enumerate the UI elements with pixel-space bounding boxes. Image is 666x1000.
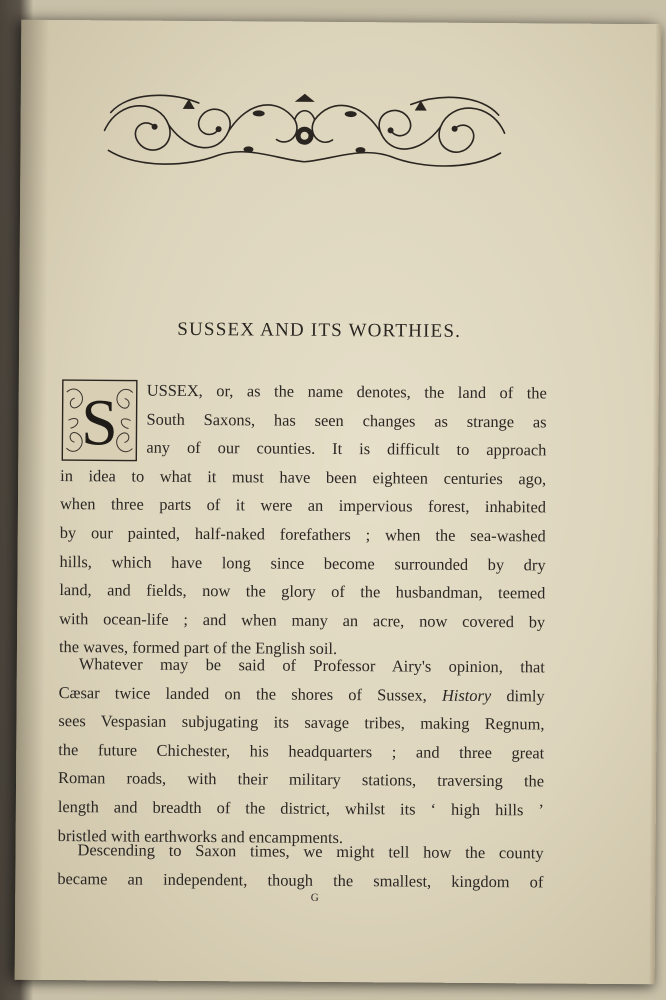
text-line: sees Vespasian subjugating its savage tribes, making Regnum, bbox=[58, 711, 545, 734]
text-line: Roman roads, with their military stations, traversing the bbox=[58, 768, 545, 791]
text-line: any of our counties. It is difficult to approach bbox=[146, 437, 547, 460]
text-line: the waves, formed part of the English soil. bbox=[58, 637, 338, 659]
text-line: South Saxons, has seen changes as strange as bbox=[146, 409, 547, 432]
signature-mark: G bbox=[310, 891, 320, 904]
text-line: became an independent, though the smallest, kingdom of bbox=[57, 868, 544, 892]
paragraph-1 bbox=[59, 376, 547, 665]
text-line: in idea to what it must have been eighteen centuries ago, bbox=[60, 465, 547, 489]
book-page bbox=[15, 20, 662, 984]
text-line: Descending to Saxon times, we might tell how the county bbox=[77, 840, 544, 863]
svg-text:S: S bbox=[80, 386, 119, 460]
text-line: hills, which have long since become surrounded by dry bbox=[59, 551, 546, 575]
text-run: Cæsar twice landed on the shores of Sussex, bbox=[58, 682, 443, 705]
text-line: Whatever may be said of Professor Airy's opinion, that bbox=[78, 654, 545, 677]
text-line: the future Chichester, his headquarters ; and three great bbox=[58, 739, 545, 763]
text-line bbox=[59, 679, 545, 711]
chapter-title: SUSSEX AND ITS WORTHIES. bbox=[177, 318, 462, 342]
text-line: land, and fields, now the glory of the husbandman, teemed bbox=[59, 580, 546, 603]
text-line: bristled with earthworks and encampments. bbox=[57, 825, 344, 847]
text-run: dimly bbox=[491, 685, 545, 706]
spine-shadow bbox=[15, 20, 50, 980]
ornamental-headpiece bbox=[98, 88, 511, 175]
text-line: USSEX, or, as the name denotes, the land of the bbox=[146, 380, 547, 403]
text-line: by our painted, half-naked forefathers ; when the sea-washed bbox=[59, 523, 546, 546]
drop-cap-s bbox=[60, 378, 139, 463]
paragraph-2 bbox=[58, 650, 545, 854]
text-line: with ocean-life ; and when many an acre, now covered by bbox=[59, 608, 546, 632]
italic-word: History bbox=[441, 685, 492, 705]
page-edge bbox=[649, 24, 662, 984]
text-line: when three parts of it were an impervious forest, inhabited bbox=[59, 494, 547, 517]
paragraph-3 bbox=[57, 836, 543, 897]
text-line: length and breadth of the district, whilst its ‘ high hills ’ bbox=[57, 797, 544, 820]
